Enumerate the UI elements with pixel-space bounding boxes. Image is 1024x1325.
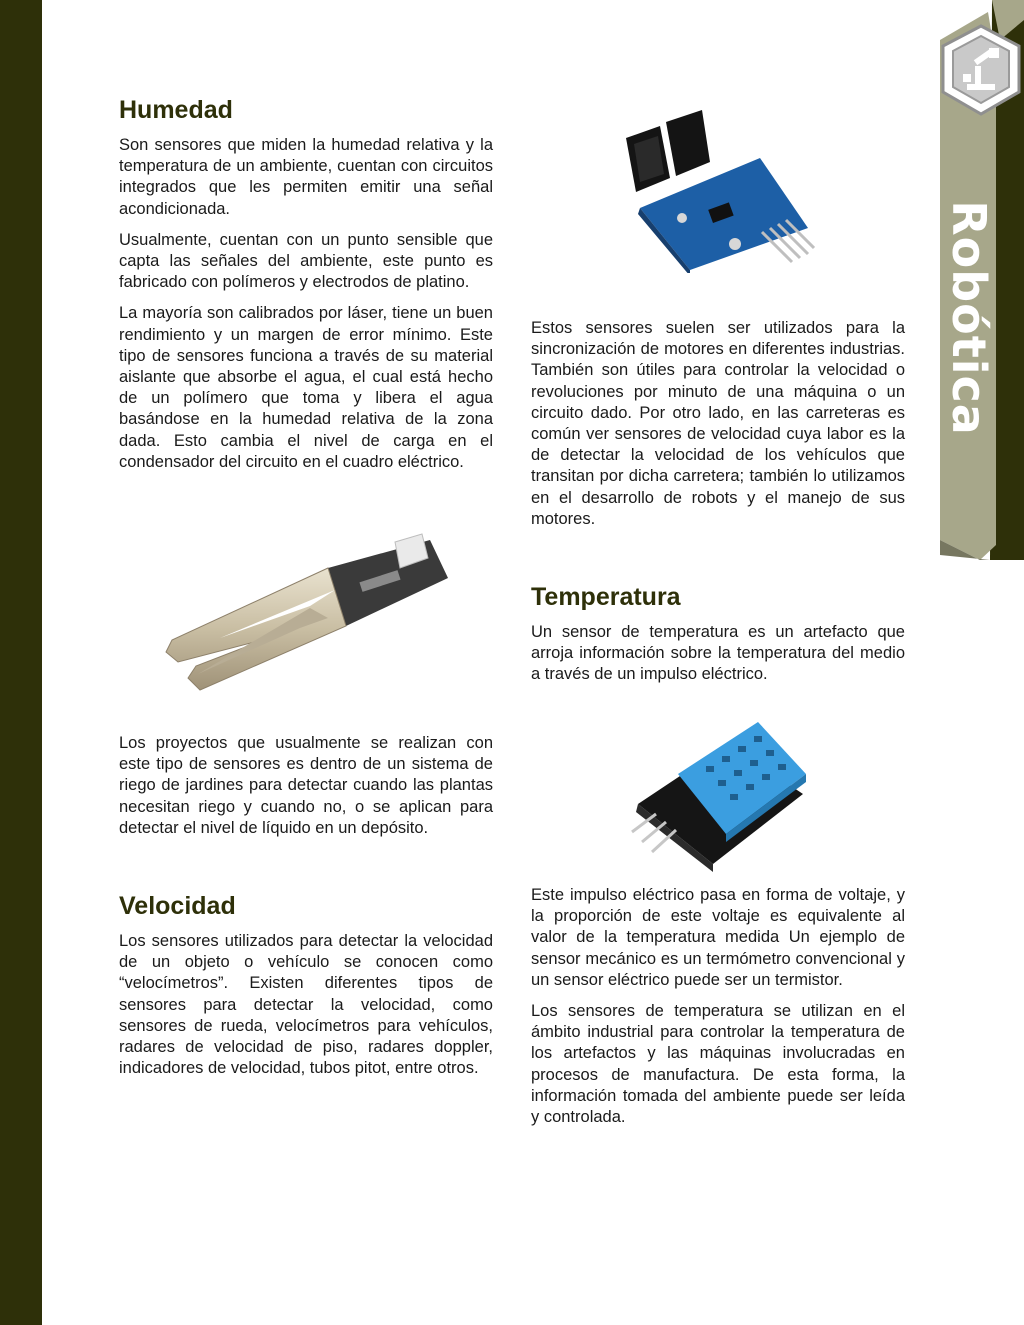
temperatura-paragraph-3: Los sensores de temperatura se utilizan en el ámbito industrial para controlar la temperatura de los artefactos y las máquinas involucradas en procesos de manufactura. De esta forma, la información tomada del ambiente puede ser leída y controlada.	[531, 1002, 905, 1127]
velocidad-heading: Velocidad	[119, 892, 236, 920]
velocidad-section	[119, 891, 493, 1089]
humedad-paragraph-4: Los proyectos que usualmente se realizan con este tipo de sensores es dentro de un sistema de riego de jardines para detectar cuando las plantas necesitan riego y cuando no, o se aplican para detectar el nivel de líquido en un depósito.	[119, 734, 493, 837]
humedad-continued	[119, 733, 493, 849]
temperatura-heading: Temperatura	[531, 583, 681, 611]
robot-arm-icon	[937, 24, 1024, 116]
humedad-paragraph-3: La mayoría son calibrados por láser, tiene un buen rendimiento y un margen de error mínimo. Este tipo de sensores funciona a través de su material aislante que absorbe el agua, el cual está hecho de un polímero que toma y libera el agua basándose en la humedad relativa de la zona dada. Esto cambia el nivel de carga en el condensador del circuito en el cuadro eléctrico.	[119, 304, 493, 471]
soil-moisture-sensor-image	[160, 528, 460, 693]
optical-speed-sensor-image	[620, 108, 815, 273]
velocidad-paragraph-1: Los sensores utilizados para detectar la velocidad de un objeto o vehículo se conocen como “velocímetros”. Existen diferentes tipos de sensores para detectar la velocidad, como sensores de rueda, velocímetros para vehículos, radares de velocidad de piso, radares doppler, indicadores de velocidad, tubos pitot, entre otros.	[119, 932, 493, 1078]
left-margin-bar	[0, 0, 42, 1325]
temperatura-paragraph-2: Este impulso eléctrico pasa en forma de voltaje, y la proporción de este voltaje es equivalente al valor de la temperatura medida Un ejemplo de sensor mecánico es un termómetro convencional y un sensor eléctrico puede ser un termistor.	[531, 886, 905, 989]
temperatura-continued	[531, 885, 905, 1138]
dht11-temperature-sensor-image	[628, 714, 808, 874]
velocidad-paragraph-2: Estos sensores suelen ser utilizados para la sincronización de motores en diferentes industrias. También son útiles para controlar la velocidad o revoluciones por minuto de una máquina o un circuito dado. Por otro lado, en las carreteras es común ver sensores de velocidad cuya labor es la de detectar la velocidad de los vehículos que transitan por dicha carretera; también lo utilizamos en el desarrollo de robots y el manejo de sus motores.	[531, 319, 905, 528]
temperatura-paragraph-1: Un sensor de temperatura es un artefacto que arroja información sobre la temperatura del medio a través de un impulso eléctrico.	[531, 623, 905, 684]
humedad-paragraph-1: Son sensores que miden la humedad relativa y la temperatura de un ambiente, cuentan con circuitos integrados que les permiten emitir una señal acondicionada.	[119, 136, 493, 218]
humedad-paragraph-2: Usualmente, cuentan con un punto sensible que capta las señales del ambiente, este punto es fabricado con polímeros y electrodos de platino.	[119, 230, 493, 292]
side-tab-title: Robótica	[942, 200, 996, 436]
humedad-section	[119, 95, 493, 483]
velocidad-continued	[531, 318, 905, 540]
temperatura-section	[531, 582, 905, 696]
humedad-heading: Humedad	[119, 96, 233, 124]
